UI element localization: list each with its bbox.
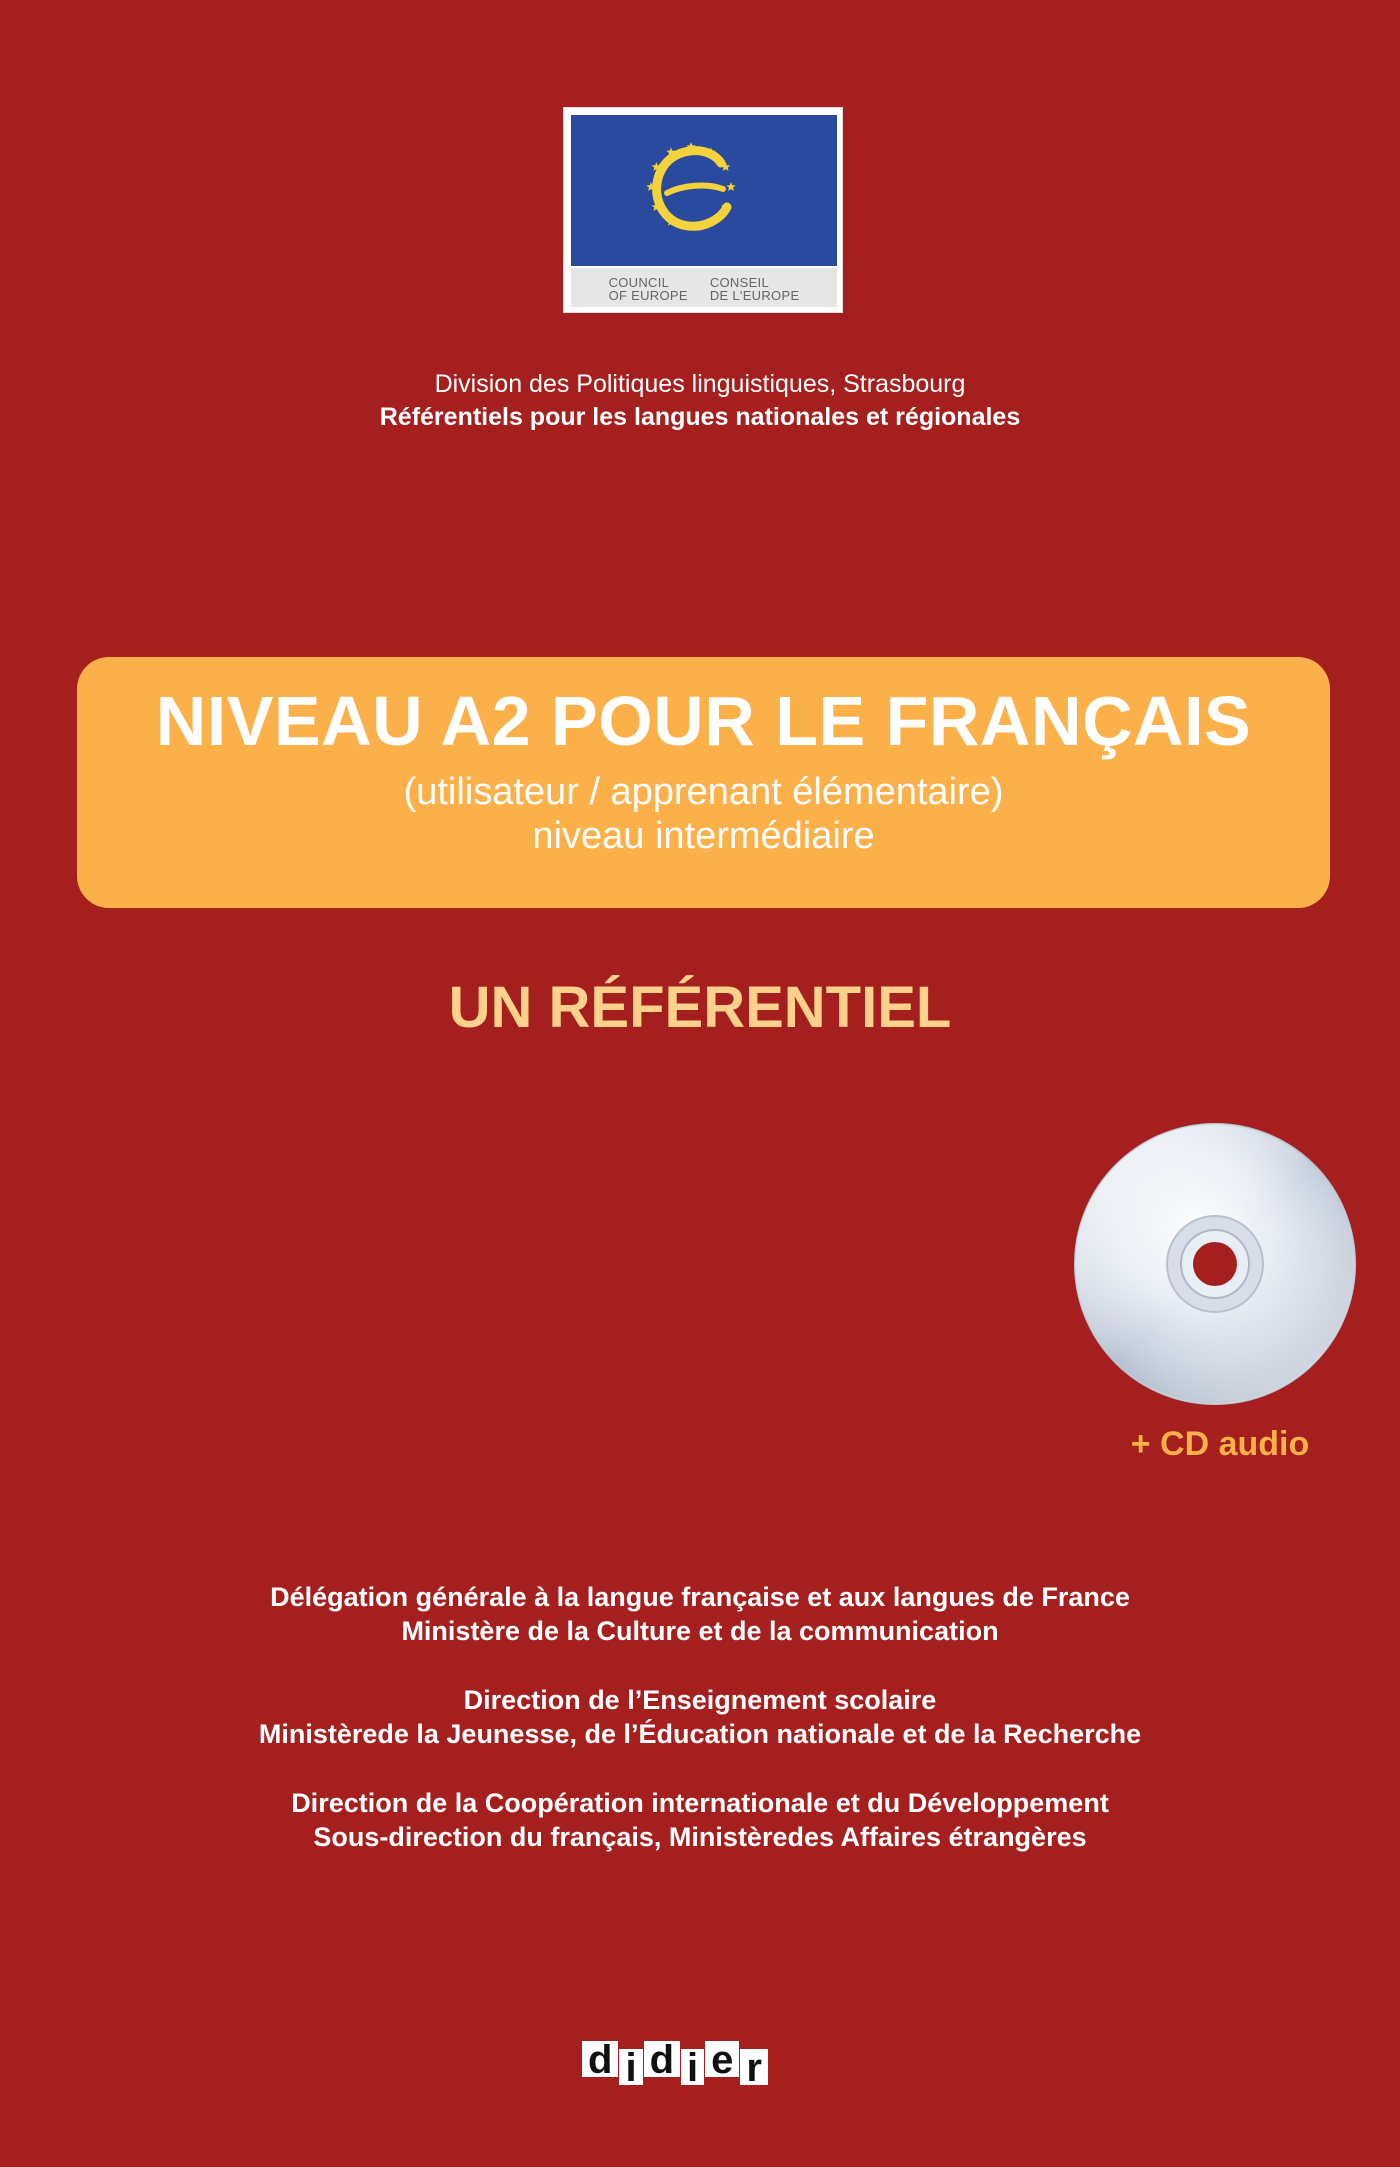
publisher-letter: d [582, 2041, 618, 2077]
publisher-letter: i [681, 2049, 704, 2085]
division-text: Division des Politiques linguistiques, Strasbourg [434, 370, 966, 398]
title-banner [77, 657, 1330, 908]
credit-line: Ministère de la Culture et de la communication [401, 1616, 999, 1646]
publisher-letter: r [740, 2049, 768, 2085]
series-text: Référentiels pour les langues nationales et régionales [379, 403, 1021, 431]
council-name-en: COUNCIL OF EUROPE [608, 275, 688, 303]
council-of-europe-emblem [571, 115, 837, 266]
book-subtitle-line2: niveau intermédiaire [532, 815, 875, 857]
credit-line: Ministèrede la Jeunesse, de l’Éducation nationale et de la Recherche [258, 1719, 1142, 1749]
credit-line: Délégation générale à la langue française et aux langues de France [270, 1582, 1130, 1612]
publisher-letter: i [619, 2049, 642, 2085]
council-of-europe-names [571, 268, 837, 307]
book-subtitle-line1: (utilisateur / apprenant élémentaire) [403, 771, 1004, 813]
didier-publisher-logo [582, 2027, 769, 2090]
cd-disc-icon [1073, 1122, 1357, 1406]
credit-line: Sous-direction du français, Ministèredes Affaires étrangères [313, 1822, 1087, 1852]
council-of-europe-logo [563, 107, 843, 313]
publisher-letter: d [644, 2041, 680, 2077]
credit-line: Direction de la Coopération internationale et du Développement [291, 1788, 1109, 1818]
publisher-letter: e [705, 2041, 739, 2077]
cd-audio-label: + CD audio [1130, 1425, 1310, 1463]
europe-stars-icon [571, 115, 837, 266]
credit-line: Direction de l’Enseignement scolaire [463, 1685, 937, 1715]
type-label: UN RÉFÉRENTIEL [448, 975, 952, 1040]
council-name-fr: CONSEIL DE L'EUROPE [709, 275, 800, 303]
book-title: NIVEAU A2 POUR LE FRANÇAIS [155, 682, 1252, 760]
